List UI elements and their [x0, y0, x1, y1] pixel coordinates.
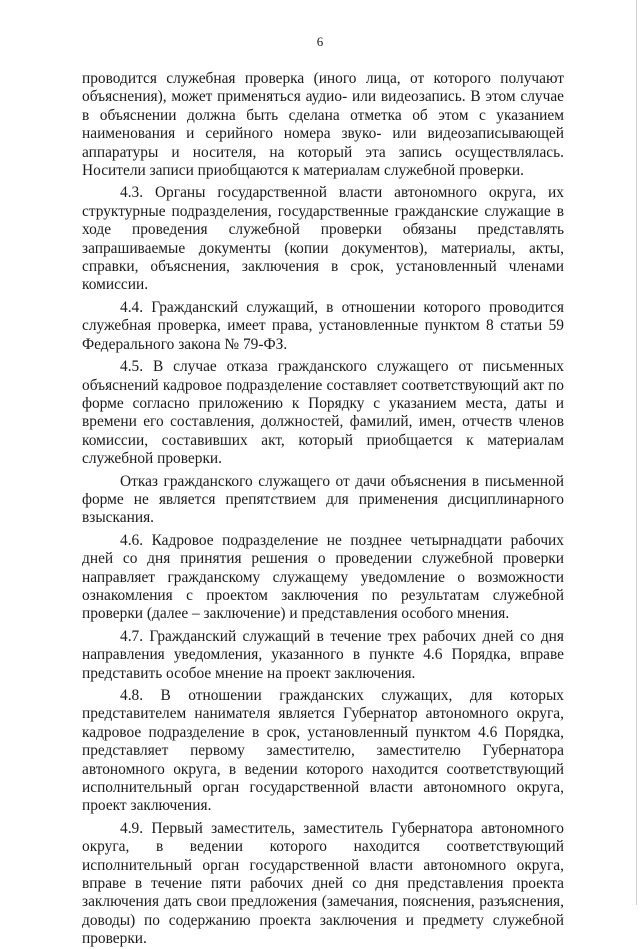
paragraph-4-8: 4.8. В отношении гражданских служащих, для которых представителем нанимателя является Губернатор автономного округа, кадровое подразделение в срок, установленный пунктом 4.6 Порядка, представляет первому заместителю, заместителю Губернатора автономного округа, в ведении которого находится соответствующий исполнительный орган государственной власти автономного округа, проект заключения. [82, 687, 564, 815]
paragraph-4-6: 4.6. Кадровое подразделение не позднее четырнадцати рабочих дней со дня принятия решения о проведении служебной проверки направляет гражданскому служащему уведомление о возможности ознакомления с проектом заключения по результатам служебной проверки (далее – заключение) и представления особого мнения. [82, 531, 564, 623]
paragraph-4-3: 4.3. Органы государственной власти автономного округа, их структурные подразделения, государственные гражданские служащие в ходе проведения служебной проверки обязаны представлять запрашиваемые документы (копии документов), материалы, акты, справки, объяснения, заключения в срок, установленный членами комиссии. [82, 184, 564, 294]
paragraph-refusal: Отказ гражданского служащего от дачи объяснения в письменной форме не является препятствием для применения дисциплинарного взыскания. [82, 472, 564, 527]
paragraph-continuation: проводится служебная проверка (иного лица, от которого получают объяснения), может применяться аудио- или видеозапись. В этом случае в объяснении должна быть сделана отметка об этом с указанием наименования и серийного номера звуко- или видеозаписывающей аппаратуры и носителя, на который эта запись осуществлялась. Носители записи приобщаются к материалам служебной проверки. [82, 70, 564, 180]
paragraph-4-5: 4.5. В случае отказа гражданского служащего от письменных объяснений кадровое подразделение составляет соответствующий акт по форме согласно приложению к Порядку с указанием места, даты и времени его составления, должностей, фамилий, имен, отчеств членов комиссии, составивших акт, который приобщается к материалам служебной проверки. [82, 358, 564, 468]
paragraph-4-7: 4.7. Гражданский служащий в течение трех рабочих дней со дня направления уведомления, указанного в пункте 4.6 Порядка, вправе представить особое мнение на проект заключения. [82, 627, 564, 682]
paragraph-4-9: 4.9. Первый заместитель, заместитель Губернатора автономного округа, в ведении которого находится соответствующий исполнительный орган государственной власти автономного округа, вправе в течение пяти рабочих дней со дня представления проекта заключения дать свои предложения (замечания, пояснения, разъяснения, доводы) по содержанию проекта заключения и предмету служебной проверки. [82, 819, 564, 948]
paragraph-4-4: 4.4. Гражданский служащий, в отношении которого проводится служебная проверка, имеет права, установленные пунктом 8 статьи 59 Федерального закона № 79-ФЗ. [82, 298, 564, 353]
scan-edge-line [636, 0, 637, 905]
document-body [82, 70, 564, 949]
page-number: 6 [316, 34, 324, 49]
